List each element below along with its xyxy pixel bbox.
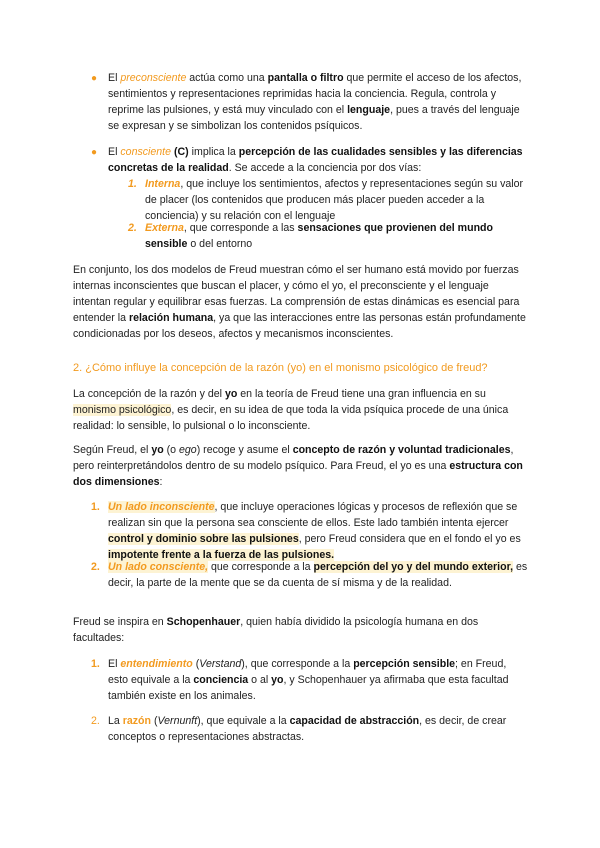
italic-text: Verstand — [199, 658, 242, 670]
text: implica la — [188, 146, 239, 158]
text: ( — [192, 658, 200, 670]
text: , que corresponde a las — [183, 222, 298, 234]
bold-text: impotente frente a la fuerza de las pulsiones. — [108, 549, 335, 561]
text: , quien había dividido la psicología humana en dos facultades: — [73, 616, 479, 644]
faculty-razon — [108, 713, 528, 745]
text: , pero Freud considera que en el fondo el yo es — [298, 533, 521, 545]
list-number: 2. — [91, 561, 100, 573]
bold-text: percepción de las cualidades sensibles y las diferencias concretas de la realidad — [108, 146, 523, 174]
bold-text: lenguaje — [347, 104, 391, 116]
faculty-entendimiento — [108, 656, 528, 704]
text: , es decir, de crear conceptos o representaciones abstractas. — [108, 715, 507, 743]
text: , es decir, en su idea de que toda la vida psíquica procede de una única realidad: lo sensible, lo pulsional o lo inconsciente. — [73, 404, 509, 432]
text: en la teoría de Freud tiene una gran influencia en su — [237, 388, 486, 400]
paragraph-schopenhauer — [73, 614, 528, 646]
text: : — [159, 476, 163, 488]
bold-text: pantalla o filtro — [267, 72, 344, 84]
text: , que incluye los sentimientos, afectos y representaciones según su valor de placer (los contenidos que producen más placer pueden acceder a la conciencia) y su relación con el lenguaje — [145, 178, 524, 222]
bold-text: concepto de razón y voluntad tradicionales — [292, 444, 511, 456]
term-lado-consciente: Un lado consciente, — [108, 561, 209, 573]
text: o al — [248, 674, 272, 686]
text: , pero reinterpretándolos dentro de su modelo psíquico. Para Freud, el yo es una — [73, 444, 514, 472]
term-preconsciente: preconsciente — [120, 72, 187, 84]
bold-text: sensaciones que provienen del mundo sensible — [145, 222, 493, 250]
bold-text: Schopenhauer — [166, 616, 241, 628]
text: La — [108, 715, 123, 727]
text: actúa como una — [186, 72, 268, 84]
bold-text: (C) — [173, 146, 189, 158]
text: ( — [151, 715, 158, 727]
text: que permite el acceso de los afectos, sentimientos y representaciones reprimidas hacia la conciencia. Regula, controla y reprime las pulsiones, y está muy vinculado con el — [108, 72, 522, 116]
italic-text: Vernunft — [157, 715, 198, 727]
list-number: 1. — [91, 658, 100, 670]
sub-item-externa — [145, 220, 530, 252]
bullet-item-preconsciente — [108, 70, 528, 134]
text: o del entorno — [187, 238, 253, 250]
bold-text: relación humana — [128, 312, 214, 324]
text: El — [108, 72, 121, 84]
term-lado-inconsciente: Un lado inconsciente — [108, 501, 215, 513]
text: es decir, la parte de la mente que se da cuenta de sí misma y de la realidad. — [108, 561, 528, 589]
paragraph-ego — [73, 442, 528, 490]
sub-list-number: 2. — [128, 222, 137, 234]
highlighted-text: monismo psicológico — [73, 404, 172, 416]
text: ), que corresponde a la — [241, 658, 354, 670]
sub-item-interna — [145, 176, 530, 224]
sub-list-number: 1. — [128, 178, 137, 190]
bold-text: percepción sensible — [353, 658, 456, 670]
bold-text: estructura con dos dimensiones — [73, 460, 523, 488]
conclusion-paragraph — [73, 262, 528, 342]
bold-text: yo — [224, 388, 238, 400]
text: En conjunto, los dos modelos de Freud muestran cómo el ser humano está movido por fuerzas internas inconscientes que buscan el placer, y cómo el yo, el preconsciente y el lenguaje intentan regular y equilibrar esas fuerzas. La comprensión de estas dinámicas es esencial para entender la — [73, 264, 520, 324]
list-item-lado-inconsciente — [108, 499, 528, 563]
text: Freud se inspira en — [73, 616, 167, 628]
text: ) recoge y asume el — [196, 444, 293, 456]
text: . Se accede a la conciencia por dos vías: — [228, 162, 422, 174]
text: , pues a través del lenguaje se expresan y se simbolizan los contenidos psíquicos. — [108, 104, 520, 132]
bold-text: percepción del yo y del mundo exterior, — [313, 561, 514, 573]
list-number: 2. — [91, 715, 100, 727]
bold-text: capacidad de abstracción — [289, 715, 420, 727]
text: El — [108, 146, 121, 158]
bullet-dot: ● — [91, 147, 98, 158]
bold-text: control y dominio sobre las pulsiones — [108, 533, 299, 545]
text: , y Schopenhauer ya afirmaba que esta facultad también existe en los animales. — [108, 674, 509, 702]
bullet-dot: ● — [91, 73, 98, 84]
text: ; en Freud, esto equivale a la — [108, 658, 507, 686]
text: , ya que las interacciones entre las personas están profundamente condicionadas por los deseos, afectos y mecanismos inconscientes. — [73, 312, 526, 340]
text: Según Freud, el — [73, 444, 152, 456]
text: El — [108, 658, 121, 670]
bullet-item-consciente — [108, 144, 528, 176]
term-externa: Externa — [145, 222, 184, 234]
section-heading: 2. ¿Cómo influye la concepción de la razón (yo) en el monismo psicológico de freud? — [73, 362, 488, 374]
term-entendimiento: entendimiento — [120, 658, 193, 670]
text: La concepción de la razón y del — [73, 388, 225, 400]
bold-text: yo — [151, 444, 164, 456]
list-number: 1. — [91, 501, 100, 513]
italic-text: ego — [179, 444, 197, 456]
bold-text: conciencia — [193, 674, 249, 686]
text: , que incluye operaciones lógicas y procesos de reflexión que se realizan sin que la persona sea consciente de ellos. Este lado también intenta ejercer — [108, 501, 518, 529]
list-item-lado-consciente — [108, 559, 528, 591]
term-interna: Interna — [145, 178, 181, 190]
term-consciente: consciente — [120, 146, 172, 158]
term-razon: razón — [122, 715, 151, 727]
text: (o — [163, 444, 180, 456]
text: que corresponde a la — [208, 561, 314, 573]
bold-text: yo — [271, 674, 284, 686]
paragraph-razon-yo — [73, 386, 528, 434]
text: ), que equivale a la — [197, 715, 290, 727]
